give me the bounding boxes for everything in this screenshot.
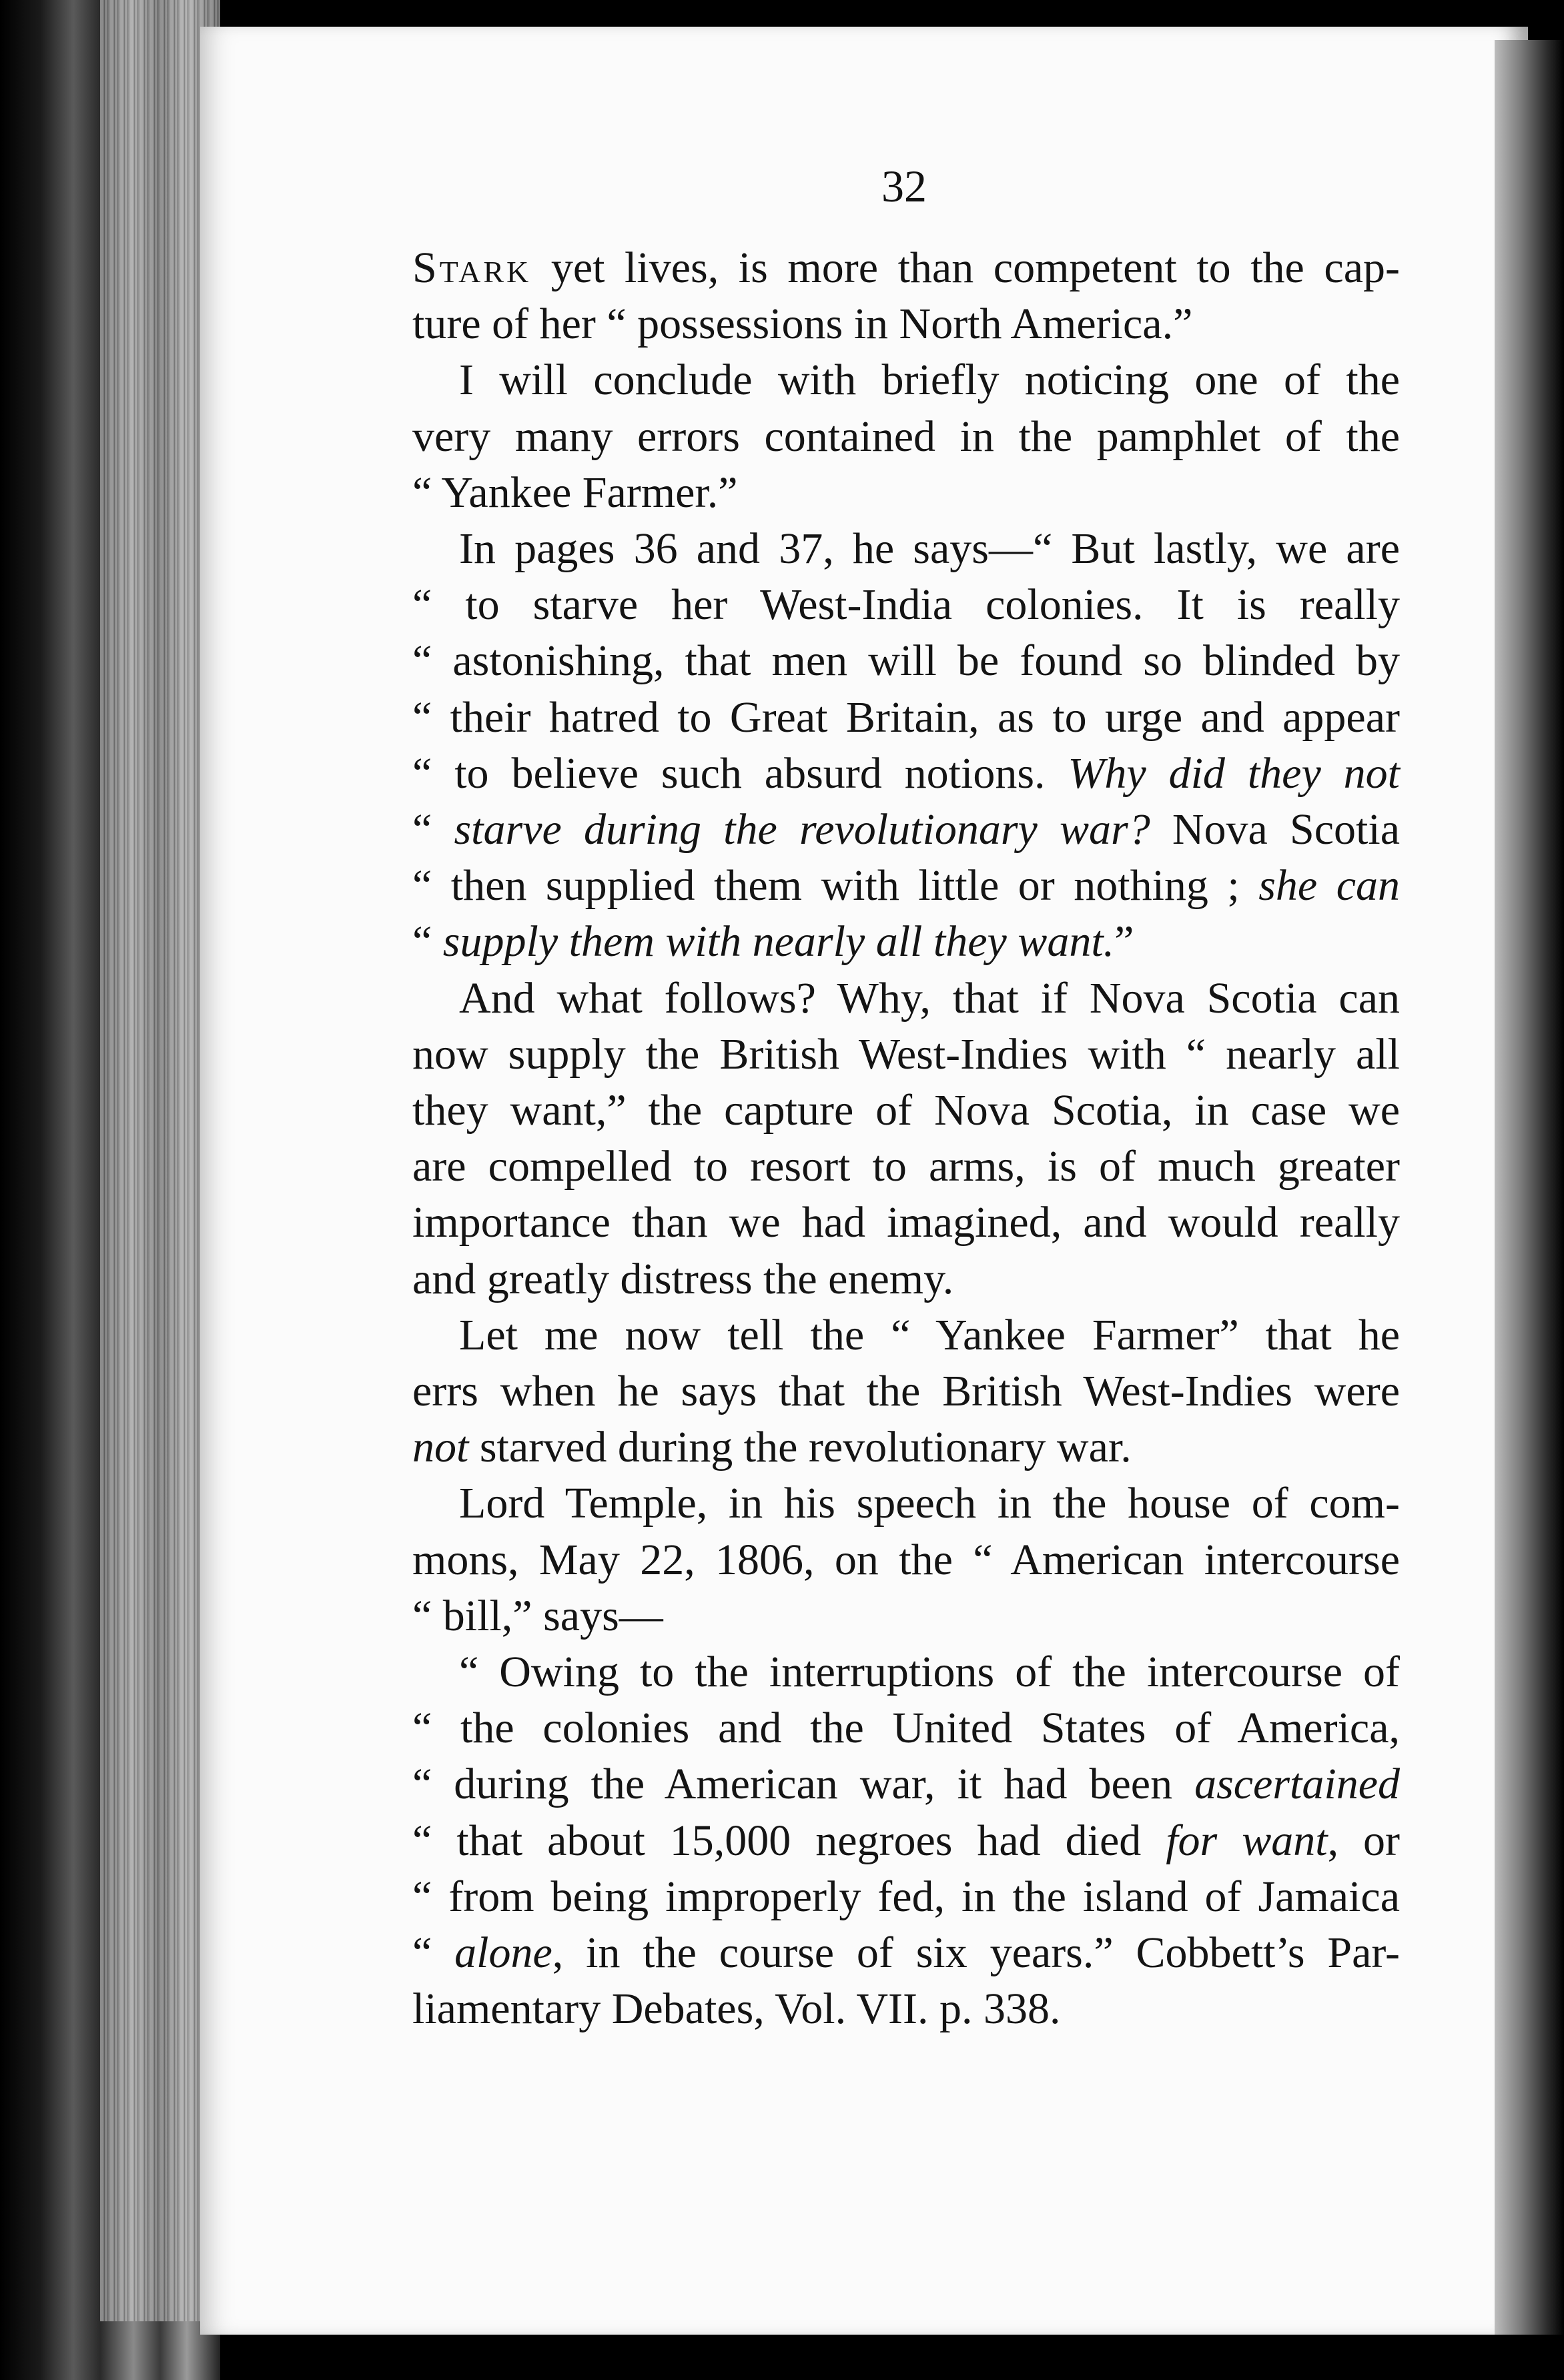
text-run: yet lives, is more than competent to the cap- — [531, 243, 1400, 292]
text-line — [412, 1475, 1400, 1532]
text-run: In pages 36 and 37, he says—“ But lastly, we are — [459, 524, 1400, 574]
page-gutter-shadow — [1495, 40, 1564, 2335]
text-run: “ their hatred to Great Britain, as to urge and appear — [412, 692, 1400, 742]
text-run: Nova Scotia — [1150, 805, 1400, 854]
text-line — [412, 409, 1400, 465]
text-run: errs when he says that the British West-Indies were — [412, 1367, 1400, 1416]
text-run: now supply the British West-Indies with “ nearly all — [412, 1029, 1400, 1079]
text-run: , or — [1327, 1816, 1400, 1865]
text-line — [412, 914, 1400, 970]
text-run: starved during the revolutionary war. — [468, 1423, 1132, 1472]
text-line — [412, 1644, 1400, 1700]
text-line — [412, 1813, 1400, 1869]
italic-run: not — [412, 1423, 469, 1472]
text-line — [412, 1925, 1400, 1981]
text-line — [412, 1195, 1400, 1251]
text-run: “ — [412, 805, 454, 854]
text-run: Let me now tell the “ Yankee Farmer” that he — [459, 1310, 1400, 1359]
italic-run: Why did they not — [1068, 748, 1401, 798]
text-line — [412, 1700, 1400, 1756]
text-run: ture of her “ possessions in North America.” — [412, 300, 1193, 349]
body-text — [412, 240, 1400, 2038]
text-run: “ Yankee Farmer.” — [412, 468, 738, 517]
text-line — [412, 1532, 1400, 1588]
italic-run: ascertained — [1194, 1760, 1400, 1809]
text-line — [412, 1139, 1400, 1195]
text-run: “ to starve her West-India colonies. It is really — [412, 580, 1400, 630]
text-run: “ the colonies and the United States of America, — [412, 1704, 1400, 1753]
text-line — [412, 1419, 1400, 1475]
text-line — [412, 1756, 1400, 1812]
text-run: importance than we had imagined, and would really — [412, 1198, 1400, 1247]
small-caps-run: Stark — [412, 243, 532, 292]
text-run: Lord Temple, in his speech in the house of com- — [459, 1479, 1400, 1528]
text-run: “ bill,” says— — [412, 1591, 663, 1640]
italic-run: for want — [1166, 1816, 1328, 1865]
text-line — [412, 802, 1400, 858]
text-run: liamentary Debates, Vol. VII. p. 338. — [412, 1984, 1061, 2034]
text-line — [412, 1588, 1400, 1644]
text-line — [412, 577, 1400, 633]
text-line — [412, 1307, 1400, 1363]
text-run: ” — [1114, 917, 1134, 967]
text-run: “ — [412, 1928, 455, 1978]
text-run: “ Owing to the interruptions of the intercourse of — [459, 1648, 1400, 1697]
text-run: very many errors contained in the pamphlet of the — [412, 412, 1400, 461]
text-run: I will conclude with briefly noticing one of the — [459, 356, 1400, 405]
text-run: “ to believe such absurd notions. — [412, 748, 1068, 798]
text-run: mons, May 22, 1806, on the “ American intercourse — [412, 1535, 1400, 1584]
italic-run: starve during the revolutionary war? — [454, 805, 1150, 854]
text-line — [412, 1251, 1400, 1307]
text-run: are compelled to resort to arms, is of much greater — [412, 1142, 1400, 1191]
text-run: they want,” the capture of Nova Scotia, in case we — [412, 1086, 1400, 1135]
text-run: “ astonishing, that men will be found so blinded by — [412, 636, 1400, 686]
text-line — [412, 971, 1400, 1027]
text-line — [412, 690, 1400, 746]
text-line — [412, 240, 1400, 296]
text-run: , in the course of six years.” Cobbett’s Par- — [552, 1928, 1400, 1978]
text-run: and greatly distress the enemy. — [412, 1254, 954, 1303]
text-line — [412, 1363, 1400, 1419]
italic-run: alone — [454, 1928, 552, 1978]
text-line — [412, 1083, 1400, 1139]
text-line — [412, 521, 1400, 577]
text-run: “ — [412, 917, 443, 967]
text-line — [412, 633, 1400, 689]
italic-run: supply them with nearly all they want. — [442, 917, 1115, 967]
page-number: 32 — [881, 161, 927, 211]
text-run: “ during the American war, it had been — [412, 1760, 1195, 1809]
text-run: “ from being improperly fed, in the island of Jamaica — [412, 1872, 1400, 1921]
text-line — [412, 746, 1400, 802]
text-line — [412, 465, 1400, 521]
text-line — [412, 1869, 1400, 1925]
text-line — [412, 858, 1400, 914]
text-line — [412, 296, 1400, 352]
text-run: “ that about 15,000 negroes had died — [412, 1816, 1166, 1865]
text-line — [412, 1027, 1400, 1083]
text-line — [412, 1981, 1400, 2037]
text-run: And what follows? Why, that if Nova Scotia can — [459, 973, 1400, 1023]
italic-run: she can — [1258, 861, 1400, 911]
text-run: “ then supplied them with little or nothing ; — [412, 861, 1259, 911]
text-line — [412, 352, 1400, 408]
